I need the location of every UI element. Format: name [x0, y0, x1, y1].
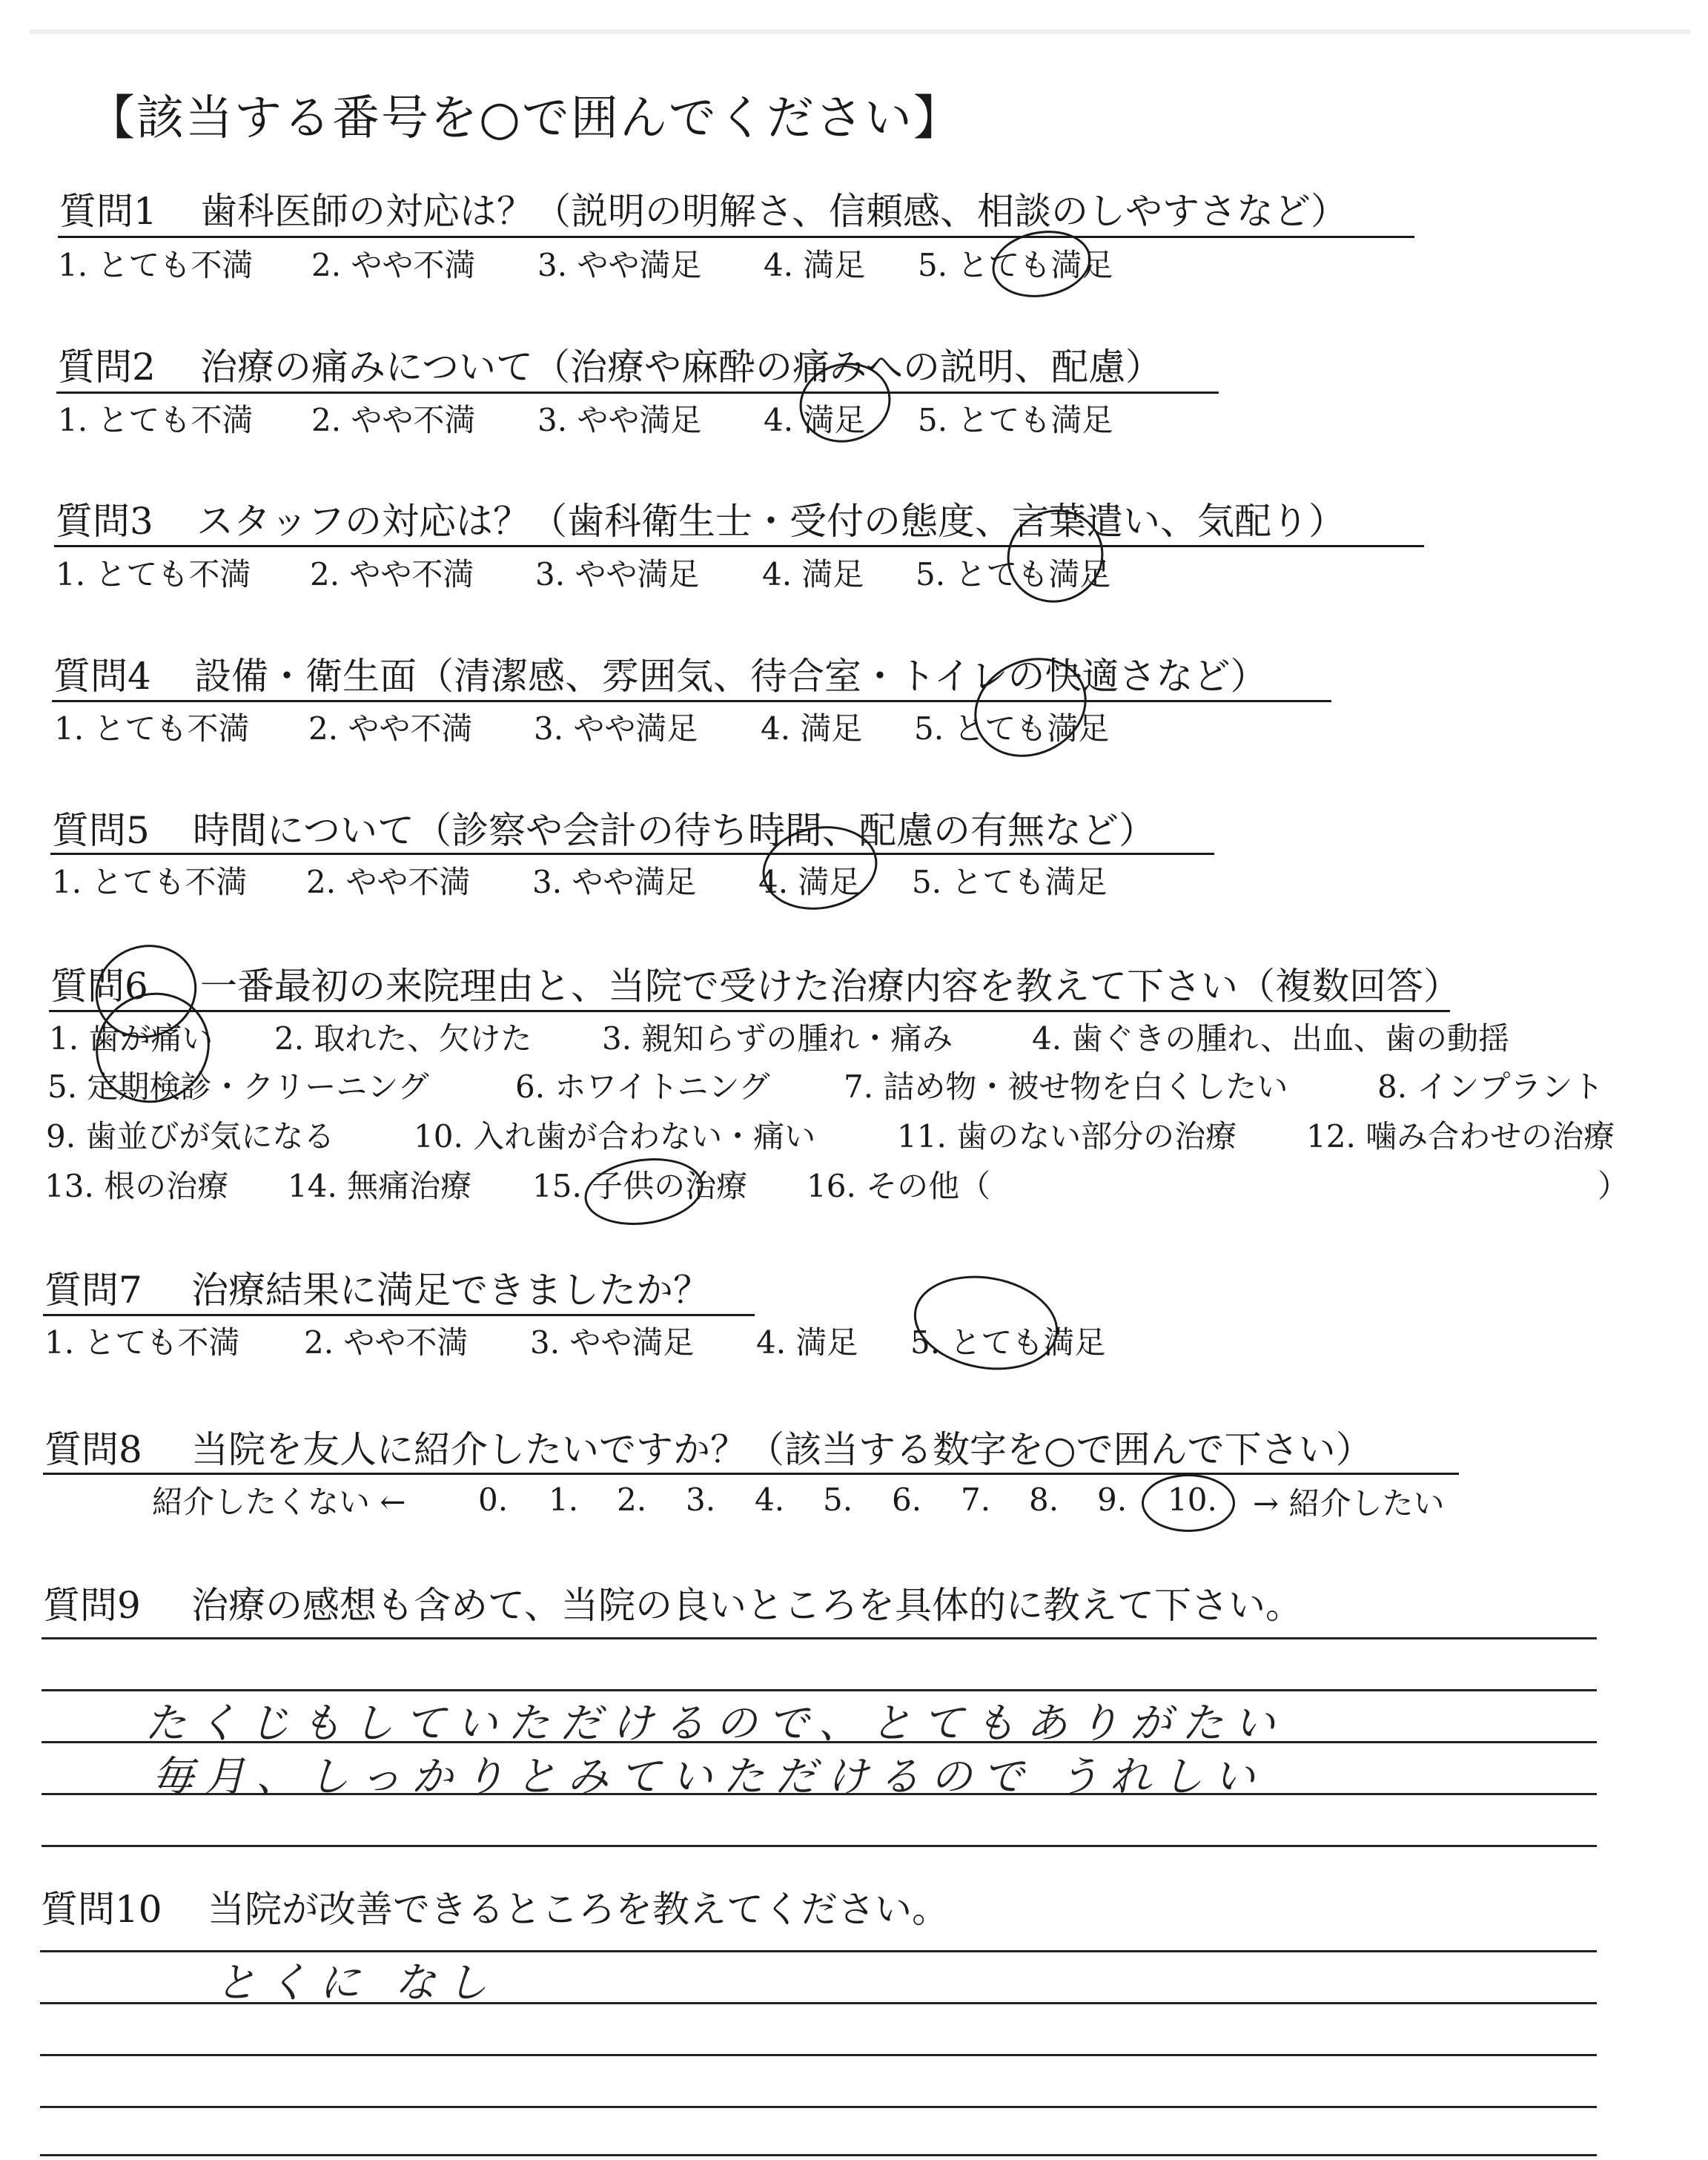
scan-edge: [30, 30, 1690, 34]
page-title: 【該当する番号を○で囲んでください】: [87, 91, 962, 146]
option-2[interactable]: 2. 取れた、欠けた: [274, 1020, 532, 1057]
other-close-paren: ）: [1598, 1168, 1629, 1204]
option-15[interactable]: 15. 子供の治療: [532, 1168, 748, 1204]
option-3[interactable]: 3. やや満足: [530, 1324, 695, 1361]
option-4[interactable]: 4. 歯ぐきの腫れ、出血、歯の動揺: [1032, 1020, 1509, 1057]
option-4[interactable]: 4. 満足: [764, 247, 866, 283]
option-4[interactable]: 4. 満足: [756, 1324, 858, 1361]
scale-6[interactable]: 6.: [892, 1482, 922, 1518]
question-label: 質問4: [53, 655, 151, 698]
option-5[interactable]: 5. とても満足: [918, 247, 1113, 283]
scale-10[interactable]: 10.: [1168, 1482, 1217, 1518]
option-1[interactable]: 1. とても不満: [52, 864, 248, 900]
option-11[interactable]: 11. 歯のない部分の治療: [897, 1118, 1237, 1155]
question-text: スタッフの対応は？（歯科衛生士・受付の態度、言葉遣い、気配り）: [196, 500, 1345, 543]
option-8[interactable]: 8. インプラント: [1377, 1069, 1604, 1105]
question-underline: [54, 545, 1424, 547]
option-4[interactable]: 4. 満足: [764, 402, 866, 438]
option-1[interactable]: 1. とても不満: [58, 402, 254, 438]
scale-2[interactable]: 2.: [617, 1482, 647, 1518]
question-label: 質問2: [58, 346, 156, 389]
question-underline: [52, 700, 1331, 702]
answer-line: [40, 2054, 1597, 2056]
option-10[interactable]: 10. 入れ歯が合わない・痛い: [414, 1118, 816, 1155]
scale-right-label: → 紹介したい: [1253, 1485, 1445, 1522]
question-label: 質問9: [43, 1584, 141, 1627]
question-label: 質問6: [50, 965, 148, 1008]
question-underline: [50, 853, 1214, 855]
option-3[interactable]: 3. やや満足: [537, 402, 702, 438]
question-text: 歯科医師の対応は？（説明の明解さ、信頼感、相談のしやすさなど）: [200, 190, 1348, 233]
handwritten-answer-line: とくに なし: [215, 1959, 498, 2007]
question-text: 治療の痛みについて（治療や麻酔の痛みへの説明、配慮）: [200, 346, 1162, 389]
option-3[interactable]: 3. やや満足: [537, 247, 702, 283]
question-underline: [56, 392, 1219, 394]
option-5[interactable]: 5. 定期検診・クリーニング: [47, 1069, 429, 1105]
scale-1[interactable]: 1.: [549, 1482, 579, 1518]
question-text: 当院が改善できるところを教えてください。: [208, 1888, 949, 1931]
option-5[interactable]: 5. とても満足: [914, 710, 1110, 747]
option-1[interactable]: 1. 歯が痛い: [49, 1020, 214, 1057]
option-16[interactable]: 16. その他（: [807, 1168, 991, 1204]
scale-4[interactable]: 4.: [755, 1482, 785, 1518]
option-3[interactable]: 3. やや満足: [532, 864, 697, 900]
option-5[interactable]: 5. とても満足: [918, 402, 1113, 438]
question-label: 質問10: [41, 1888, 162, 1931]
option-2[interactable]: 2. やや不満: [311, 247, 476, 283]
answer-line: [40, 2106, 1597, 2108]
scale-3[interactable]: 3.: [686, 1482, 716, 1518]
option-1[interactable]: 1. とても不満: [54, 710, 250, 747]
scale-0[interactable]: 0.: [478, 1482, 509, 1518]
question-text: 一番最初の来院理由と、当院で受けた治療内容を教えて下さい（複数回答）: [200, 965, 1460, 1008]
question-underline: [43, 1473, 1459, 1475]
option-1[interactable]: 1. とても不満: [44, 1324, 240, 1361]
option-1[interactable]: 1. とても不満: [58, 247, 254, 283]
question-underline: [58, 236, 1414, 238]
option-3[interactable]: 3. 親知らずの腫れ・痛み: [602, 1020, 953, 1057]
option-3[interactable]: 3. やや満足: [534, 710, 698, 747]
option-4[interactable]: 4. 満足: [762, 556, 864, 592]
option-1[interactable]: 1. とても不満: [56, 556, 251, 592]
option-2[interactable]: 2. やや不満: [304, 1324, 469, 1361]
question-text: 治療の感想も含めて、当院の良いところを具体的に教えて下さい。: [191, 1584, 1302, 1627]
question-label: 質問7: [44, 1269, 142, 1312]
question-label: 質問5: [52, 809, 150, 852]
handwritten-answer-line: たくじもしていただけるので、とてもありがたい: [145, 1700, 1285, 1748]
option-5[interactable]: 5. とても満足: [910, 1324, 1106, 1361]
question-underline: [43, 1314, 755, 1316]
option-2[interactable]: 2. やや不満: [310, 556, 474, 592]
answer-line: [42, 1637, 1597, 1639]
question-text: 設備・衛生面（清潔感、雰囲気、待合室・トイレの快適さなど）: [194, 655, 1268, 698]
option-12[interactable]: 12. 噛み合わせの治療: [1306, 1118, 1615, 1155]
scale-9[interactable]: 9.: [1097, 1482, 1128, 1518]
question-text: 時間について（診察や会計の待ち時間、配慮の有無など）: [193, 809, 1156, 852]
option-6[interactable]: 6. ホワイトニング: [515, 1069, 770, 1105]
question-text: 当院を友人に紹介したいですか？（該当する数字を○で囲んで下さい）: [191, 1428, 1373, 1471]
scale-8[interactable]: 8.: [1029, 1482, 1059, 1518]
option-5[interactable]: 5. とても満足: [916, 556, 1111, 592]
option-2[interactable]: 2. やや不満: [308, 710, 473, 747]
scale-left-label: 紹介したくない ←: [152, 1484, 406, 1520]
option-13[interactable]: 13. 根の治療: [44, 1168, 229, 1204]
scale-5[interactable]: 5.: [823, 1482, 853, 1518]
option-2[interactable]: 2. やや不満: [311, 402, 476, 438]
option-7[interactable]: 7. 詰め物・被せ物を白くしたい: [844, 1069, 1288, 1105]
option-14[interactable]: 14. 無痛治療: [288, 1168, 472, 1204]
question-label: 質問3: [56, 500, 153, 543]
question-text: 治療結果に満足できましたか？: [191, 1269, 710, 1312]
question-underline: [49, 1010, 1450, 1012]
question-label: 質問8: [44, 1428, 142, 1471]
question-label: 質問1: [59, 190, 157, 233]
handwritten-answer-line: 毎月、しっかりとみていただけるので うれしい: [152, 1753, 1265, 1801]
answer-line: [42, 1845, 1597, 1847]
option-4[interactable]: 4. 満足: [758, 864, 861, 900]
answer-line: [40, 2154, 1597, 2156]
option-5[interactable]: 5. とても満足: [912, 864, 1108, 900]
scale-7[interactable]: 7.: [961, 1482, 991, 1518]
option-9[interactable]: 9. 歯並びが気になる: [46, 1118, 335, 1155]
option-2[interactable]: 2. やや不満: [306, 864, 471, 900]
option-4[interactable]: 4. 満足: [761, 710, 863, 747]
option-3[interactable]: 3. やや満足: [535, 556, 700, 592]
